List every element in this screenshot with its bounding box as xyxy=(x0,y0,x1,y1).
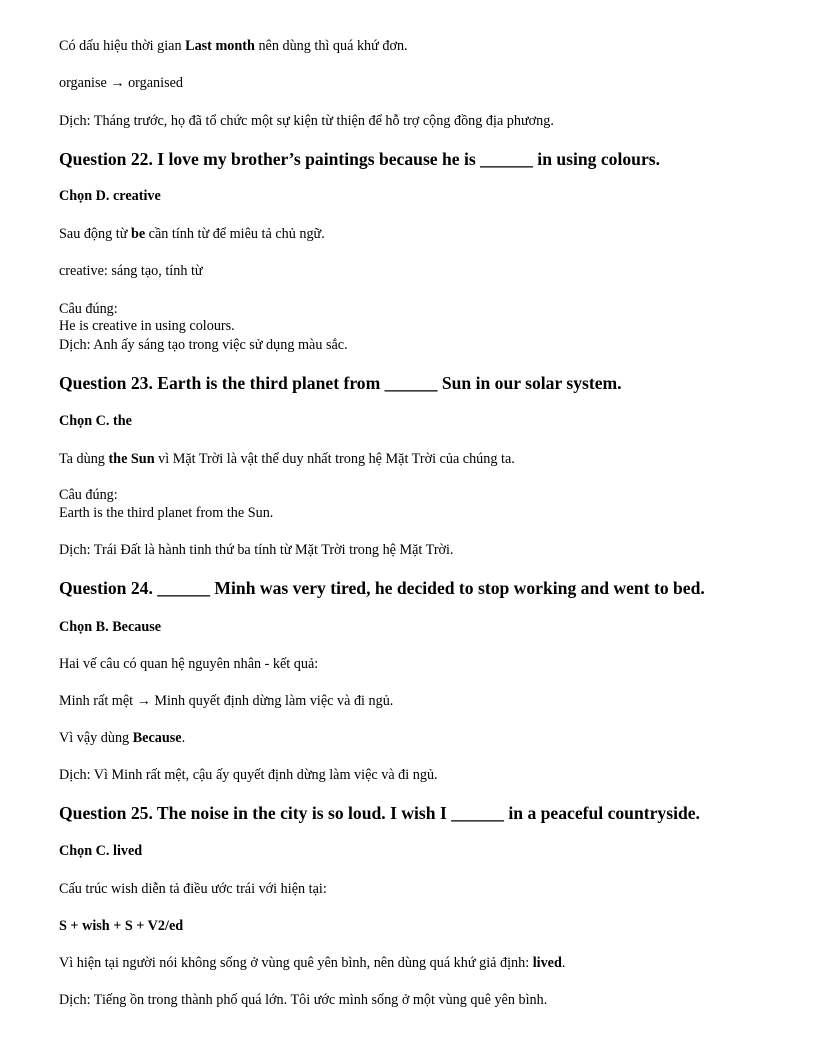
q25-translation: Dịch: Tiếng ồn trong thành phố quá lớn. Tôi ước mình sống ở một vùng quê yên bình. xyxy=(59,992,548,1008)
q22-correct-label: Câu đúng: xyxy=(59,301,118,317)
q24-translation: Dịch: Vì Minh rất mệt, cậu ấy quyết định dừng làm việc và đi ngủ. xyxy=(59,767,438,783)
text: cần tính từ để miêu tả chủ ngữ. xyxy=(145,226,325,242)
q25-formula: S + wish + S + V2/ed xyxy=(59,918,184,934)
text: Vì vậy dùng xyxy=(59,730,133,746)
q21-verb-transform: organise → organised xyxy=(59,75,183,91)
bold-keyword: Because xyxy=(132,730,182,746)
q25-explanation-1: Cấu trúc wish diễn tả điều ước trái với hiện tại: xyxy=(59,881,327,897)
q23-translation: Dịch: Trái Đất là hành tinh thứ ba tính từ Mặt Trời trong hệ Mặt Trời. xyxy=(59,542,454,558)
q22-explanation xyxy=(59,226,776,242)
q24-choice: Chọn B. Because xyxy=(59,619,162,635)
bold-keyword: be xyxy=(130,226,146,242)
bold-keyword: Last month xyxy=(185,38,255,54)
text: Có dấu hiệu thời gian xyxy=(59,38,186,54)
q23-correct-sentence: Earth is the third planet from the Sun. xyxy=(59,505,274,521)
q23-choice: Chọn C. the xyxy=(59,413,132,429)
text: . xyxy=(561,955,566,971)
text: Ta dùng xyxy=(59,451,109,467)
bold-keyword: lived xyxy=(532,955,562,971)
text: . xyxy=(181,730,186,746)
text: nên dùng thì quá khứ đơn. xyxy=(254,38,408,54)
text: Vì hiện tại người nói không sống ở vùng quê yên bình, nên dùng quá khứ giả định: xyxy=(59,955,533,971)
q24-question: Question 24. ______ Minh was very tired, he decided to stop working and went to bed. xyxy=(59,578,705,598)
q22-question: Question 22. I love my brother’s paintings because he is ______ in using colours. xyxy=(59,149,661,169)
text: vì Mặt Trời là vật thể duy nhất trong hệ Mặt Trời của chúng ta. xyxy=(154,451,515,467)
q25-question: Question 25. The noise in the city is so loud. I wish I ______ in a peaceful countryside. xyxy=(59,803,700,823)
q24-explanation-1: Hai vế câu có quan hệ nguyên nhân - kết quả: xyxy=(59,656,319,672)
q24-explanation-3 xyxy=(59,730,776,746)
q22-translation: Dịch: Anh ấy sáng tạo trong việc sử dụng màu sắc. xyxy=(59,337,348,353)
q24-explanation-2: Minh rất mệt → Minh quyết định dừng làm việc và đi ngủ. xyxy=(59,693,394,709)
q23-correct-label: Câu đúng: xyxy=(59,487,118,503)
q22-correct-sentence: He is creative in using colours. xyxy=(59,318,235,334)
q25-choice: Chọn C. lived xyxy=(59,843,143,859)
q23-question: Question 23. Earth is the third planet from ______ Sun in our solar system. xyxy=(59,373,622,393)
q21-time-signal-note xyxy=(59,38,776,54)
q21-translation: Dịch: Tháng trước, họ đã tổ chức một sự kiện từ thiện để hỗ trợ cộng đồng địa phương. xyxy=(59,113,554,129)
bold-keyword: the Sun xyxy=(108,451,155,467)
q22-choice: Chọn D. creative xyxy=(59,188,161,204)
q23-explanation xyxy=(59,451,776,467)
q25-explanation-2 xyxy=(59,955,776,971)
text: Sau động từ xyxy=(59,226,131,242)
q22-word-note: creative: sáng tạo, tính từ xyxy=(59,263,203,279)
